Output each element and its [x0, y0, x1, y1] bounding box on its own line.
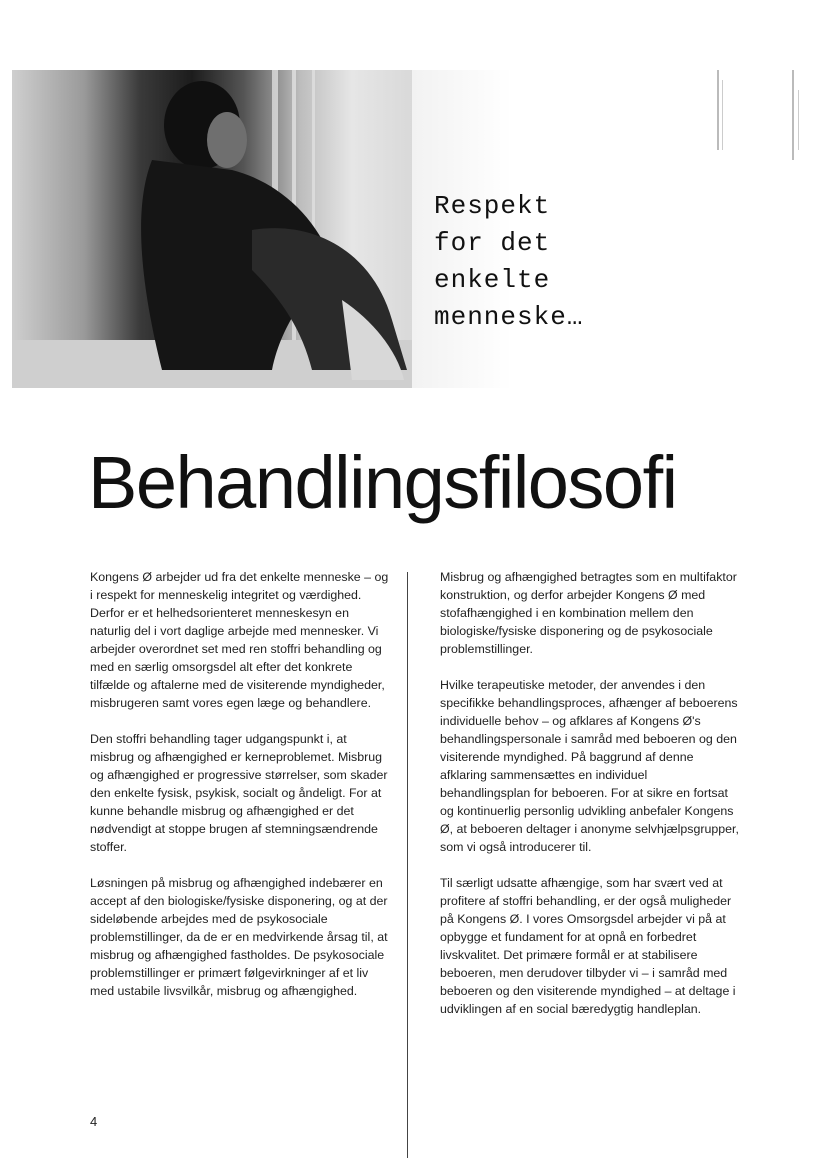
right-column [440, 568, 740, 1036]
header-photo [12, 70, 412, 388]
paragraph: Den stoffri behandling tager udgangspunkt i, at misbrug og afhængighed er kerneproblemet. Misbrug og afhængighed er progressive størrelser, som skader den enkelte fysisk, psykisk, socialt og åndeligt. For at kunne behandle misbrug og afhængighed er det nødvendigt at stoppe brugen af stemningsændrende stoffer. [90, 732, 388, 854]
paragraph: Kongens Ø arbejder ud fra det enkelte menneske – og i respekt for menneskelig integritet og værdighed. Derfor er et helhedsorienteret menneskesyn en naturlig del i vort daglige arbejde med mennesker. Vi arbejder overordnet set med ren stoffri behandling og med en særlig omsorgsdel alt efter det konkrete tilfælde og aftalerne med de visiterende myndigheder, misbrugeren samt vores egen læge og behandlere. [90, 570, 389, 710]
tagline-line: menneske… [434, 302, 584, 332]
paragraph: Løsningen på misbrug og afhængighed indebærer en accept af den biologiske/fysiske disponering, og at der sideløbende arbejdes med de psykosociale problemstillinger, da de er en medvirkende årsag til, at misbrug og afhængighed fastholdes. De psykosociale problemstillinger er primært følgevirkninger af et liv med ustabile livsvilkår, misbrug og afhængighed. [90, 876, 388, 998]
tagline [434, 188, 583, 336]
paragraph: Til særligt udsatte afhængige, som har svært ved at profitere af stoffri behandling, er der også muligheder på Kongens Ø. I vores Omsorgsdel arbejder vi på at opbygge et fundament for at opnå en forbedret livskvalitet. Det primære formål er at stabilisere beboeren, men derudover tilbyder vi – i samråd med beboeren og den visiterende myndighed – at deltage i udviklingen af en social bæredygtig handleplan. [440, 876, 736, 1016]
page-number: 4 [90, 1114, 98, 1129]
scan-edge-marks [712, 70, 812, 160]
left-column [90, 568, 390, 1018]
page-title: Behandlingsfilosofi [88, 441, 677, 524]
paragraph: Misbrug og afhængighed betragtes som en multifaktor konstruktion, og derfor arbejder Kongens Ø med stofafhængighed i en kombination mellem den biologiske/fysiske disponering og de psykosociale problemstillinger. [440, 570, 737, 656]
tagline-line: enkelte [434, 265, 551, 295]
paragraph: Hvilke terapeutiske metoder, der anvendes i den specifikke behandlingsproces, afhænger af beboerens individuelle behov – og afklares af Kongens Ø's behandlingspersonale i samråd med beboeren og den visiterende myndighed. På baggrund af denne afklaring sammensættes en individuel behandlingsplan for beboeren. For at sikre en fortsat og kontinuerlig personlig udvikling anbefaler Kongens Ø, at beboeren deltager i anonyme selvhjælpsgrupper, som vi også introducerer til. [440, 678, 739, 854]
tagline-line: for det [434, 228, 551, 258]
man-sitting-illustration [12, 70, 412, 388]
tagline-line: Respekt [434, 191, 551, 221]
column-divider [407, 572, 408, 1158]
